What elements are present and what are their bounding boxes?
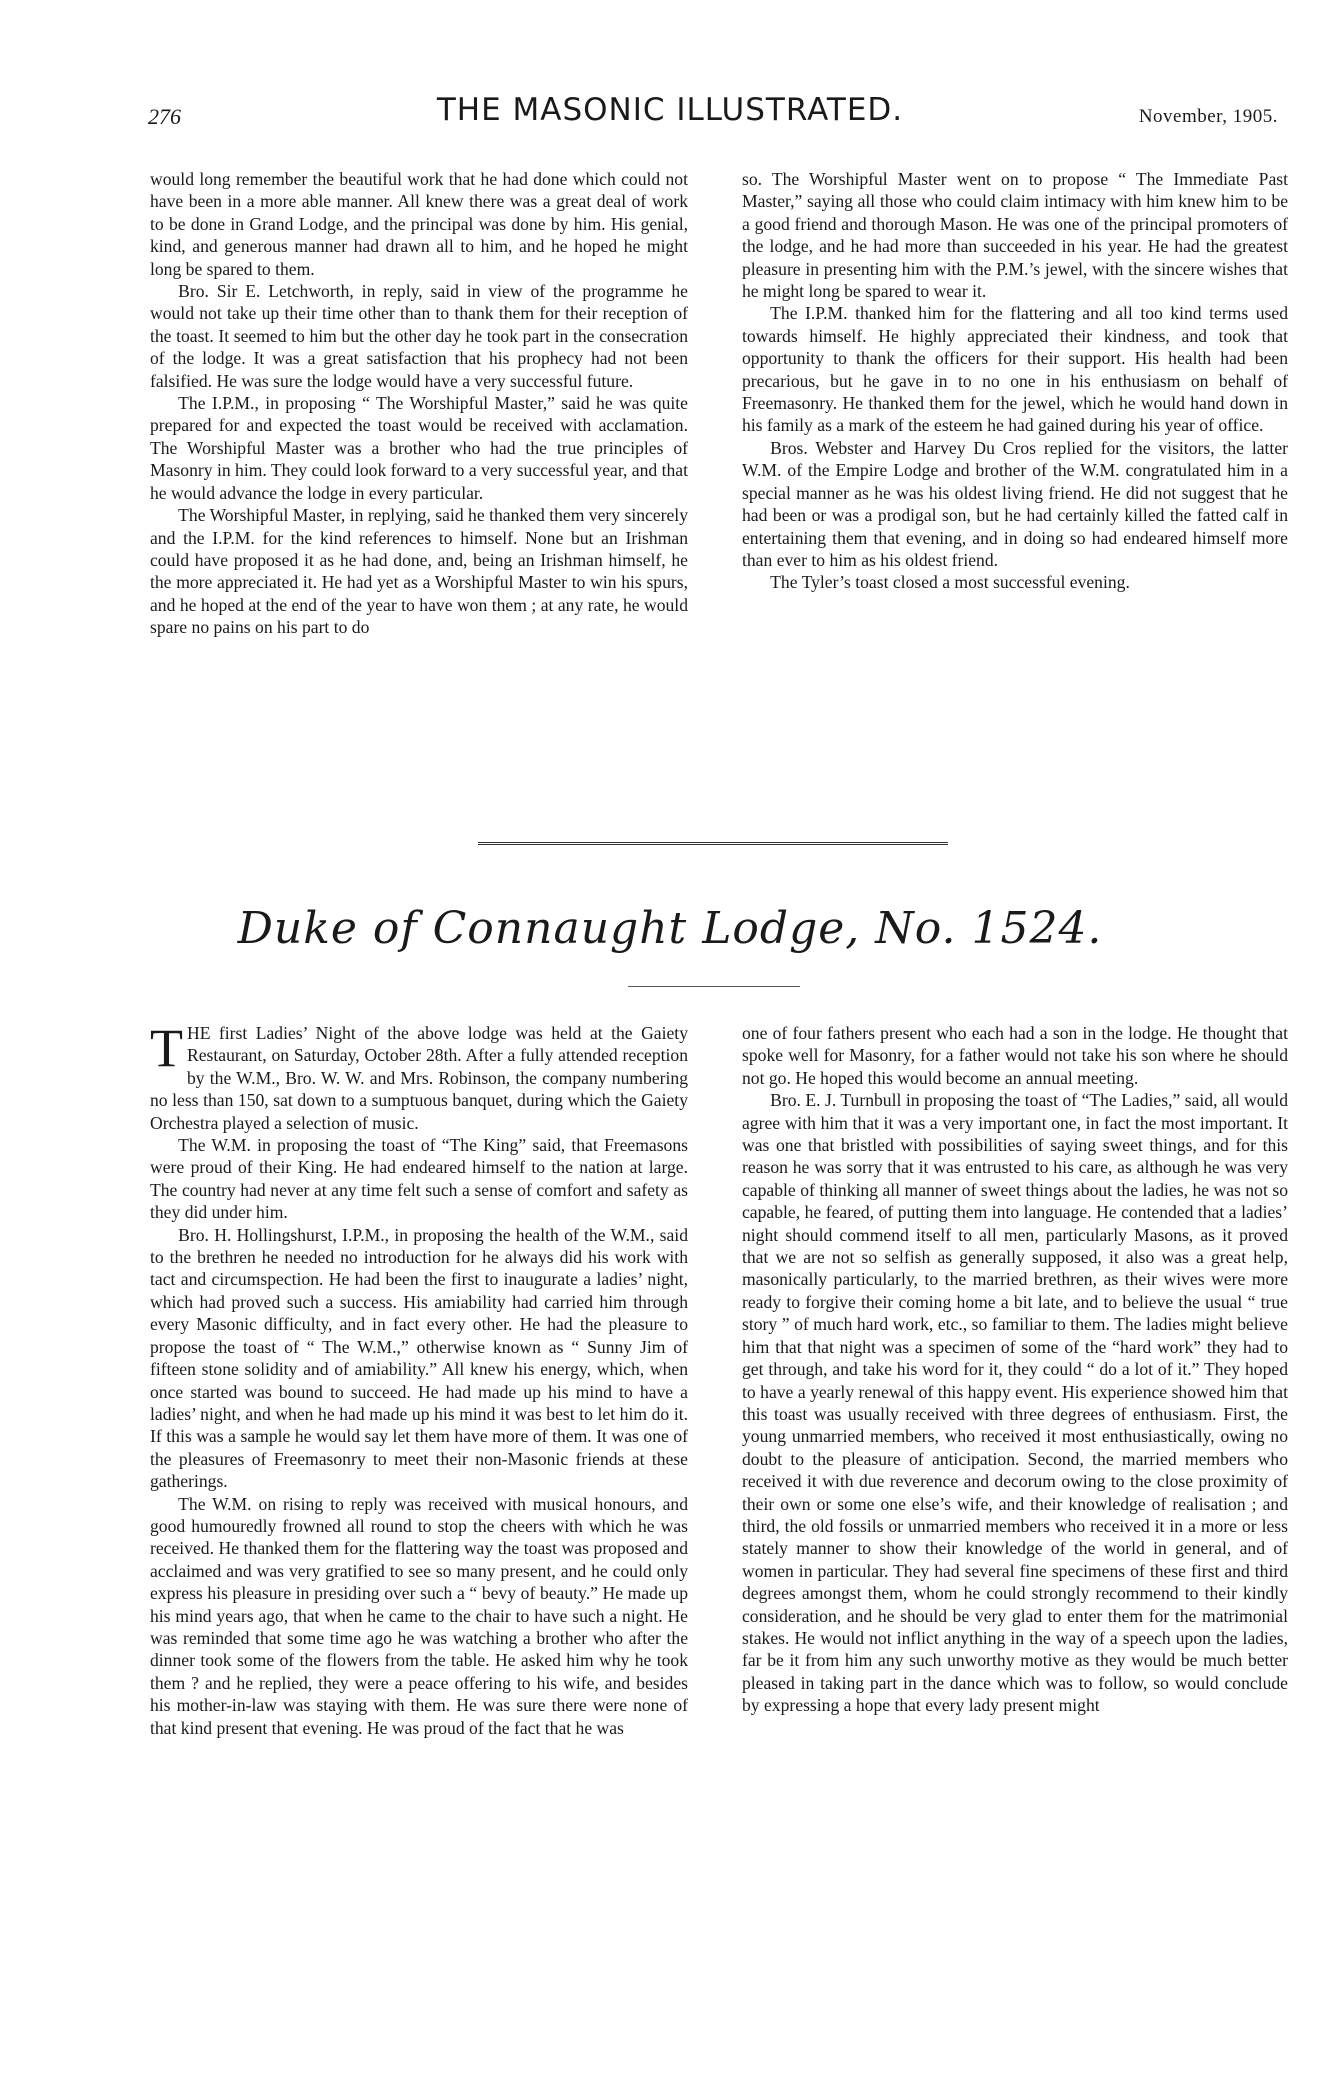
paragraph: so. The Worshipful Master went on to propose “ The Immediate Past Master,” saying all those who could claim intimacy with him knew him to be a good friend and thorough Mason. He was one of the principal promoters of the lodge, and he had more than succeeded in his year. He had the greatest pleasure in presenting him with the P.M.’s jewel, with the sincere wishes that he might long be spared to wear it. <box>742 169 1288 302</box>
paragraph: Bros. Webster and Harvey Du Cros replied for the visitors, the latter W.M. of the Empire Lodge and brother of the W.M. congratulated him in a special manner as he was his oldest living friend. He did not suggest that he had been or was a prodigal son, but he had certainly killed the fatted calf in entertaining them that evening, and in doing so had endeared himself more than ever to him as his oldest friend. <box>742 437 1288 570</box>
page-header <box>0 92 1340 140</box>
paragraph: Bro. H. Hollingshurst, I.P.M., in proposing the health of the W.M., said to the brethren he needed no introduction for he always did his work with tact and circumspection. He had been the first to inaugurate a ladies’ night, which had proved such a success. His amiability had carried him through every Masonic difficulty, and in fact every other. He had the pleasure to propose the toast of “ The W.M.,” otherwise known as “ Sunny Jim of fifteen stone solidity and of amiability.” All knew his energy, which, when once started was bound to succeed. He had made up his mind to have a ladies’ night, and when he had made up his mind it was best to let him do it. If this was a sample he would say let them have more of them. It was one of the pleasures of Freemasonry to meet their non-Masonic friends at these gatherings. <box>150 1224 688 1492</box>
paragraph: The I.P.M., in proposing “ The Worshipful Master,” said he was quite prepared for and expected the toast would be received with acclamation. The Worshipful Master was a brother who had the true principles of Masonry in him. They could look forward to a very successful year, and that he would advance the lodge in every particular. <box>150 393 688 503</box>
article-title: Duke of Connaught Lodge, No. 1524. <box>237 903 1103 954</box>
paragraph: The I.P.M. thanked him for the flattering and all too kind terms used towards himself. He highly appreciated their kindness, and took that opportunity to thank the officers for their support. His health had been precarious, but he gave in to no one in his enthusiasm on behalf of Freemasonry. He thanked them for the jewel, which he would hand down in his family as a mark of the esteem he had gained during his year of office. <box>742 303 1288 436</box>
issue-date: November, 1905. <box>1138 106 1278 127</box>
lead-paragraph <box>150 1018 688 1134</box>
article-right-column <box>742 1022 1288 1972</box>
section-divider <box>478 842 948 845</box>
paragraph: Bro. Sir E. Letchworth, in reply, said in view of the programme he would not take up their time other than to thank them for their reception of the toast. It seemed to him but the other day he took part in the consecration of the lodge. It was a great satisfaction that his prophecy had not been falsified. He was sure the lodge would have a very successful future. <box>150 281 688 391</box>
paragraph: The W.M. in proposing the toast of “The King” said, that Freemasons were proud of their King. He had endeared himself to the nation at large. The country had never at any time felt such a sense of comfort and safety as they did under him. <box>150 1135 688 1223</box>
page-number: 276 <box>148 104 181 129</box>
paragraph: Bro. E. J. Turnbull in proposing the toast of “The Ladies,” said, all would agree with him that it was a very important one, in fact the most important. It was one that bristled with possibilities of saying sweet things, and for this reason he was sorry that it was entrusted to his care, as although he was very capable of thinking all manner of sweet things about the ladies, he was not so capable, he feared, of putting them into language. He contended that a ladies’ night should commend itself to all men, particularly Masons, as it proved that we are not so selfish as generally supposed, it also was a great help, masonically particularly, to the married brethren, as their wives were more ready to forgive their coming home a bit late, and to believe the usual “ true story ” of much hard work, etc., so familiar to them. The ladies might believe him that that night was a specimen of some of the “hard work” they had to get through, and take his word for it, they could “ do a lot of it.” They hoped to have a yearly renewal of this happy event. His experience showed him that this toast was usually received with three degrees of enthusiasm. First, the young unmarried members, who received it most enthusiastically, owing no doubt to the pleasure of anticipation. Second, the married members who received it with due reverence and decorum owing to the close proximity of their own or some one else’s wife, and their knowledge of realisation ; and third, the old fossils or unmarried members who received it in a more or less stately manner to show their knowledge of the world in general, and of women in particular. They had several fine specimens of these first and third degrees amongst them, whom he could strongly recommend to their kindly consideration, and he should be very glad to enter them for the matrimonial stakes. He would not inflict anything in the way of a speech upon the ladies, far be it from him any such unworthy motive as they would be much better pleased in taking part in the dance which was to follow, so would conclude by expressing a hope that every lady present might <box>742 1090 1288 1716</box>
article-left-column <box>150 1018 688 1972</box>
publication-title: THE MASONIC ILLUSTRATED. <box>436 92 904 128</box>
title-underline <box>628 986 800 987</box>
previous-article-right-column <box>742 168 1288 808</box>
paragraph: one of four fathers present who each had a son in the lodge. He thought that spoke well for Masonry, for a father would not take his son where he should not go. He hoped this would become an annual meeting. <box>742 1023 1288 1088</box>
lead-text: HE first Ladies’ Night of the above lodge was held at the Gaiety Restaurant, on Saturday, October 28th. After a fully attended reception by the W.M., Bro. W. W. and Mrs. Robinson, the company numbering no less than 150, sat down to a sumptuous banquet, during which the Gaiety Orchestra played a selection of music. <box>150 1023 688 1133</box>
previous-article-left-column <box>150 168 688 808</box>
paragraph: The Worshipful Master, in replying, said he thanked them very sincerely and the I.P.M. for the kind references to himself. None but an Irishman could have proposed it as he had done, and, being an Irishman himself, he the more appreciated it. He had yet as a Worshipful Master to win his spurs, and he hoped at the end of the year to have won them ; at any rate, he would spare no pains on his part to do <box>150 505 688 638</box>
paragraph: The W.M. on rising to reply was received with musical honours, and good humouredly frowned all round to stop the cheers with which he was received. He thanked them for the flattering way the toast was proposed and acclaimed and was very gratified to see so many present, and he could only express his pleasure in presiding over such a “ bevy of beauty.” He made up his mind years ago, that when he came to the chair to have such a night. He was reminded that some time ago he was watching a brother who after the dinner took some of the flowers from the table. He asked him why he took them ? and he replied, they were a peace offering to his wife, and besides his mother-in-law was staying with them. He was sure there were none of that kind present that evening. He was proud of the fact that he was <box>150 1493 688 1738</box>
paragraph: The Tyler’s toast closed a most successful evening. <box>770 572 1130 593</box>
paragraph: would long remember the beautiful work that he had done which could not have been in a more able manner. All knew there was a great deal of work to be done in Grand Lodge, and the principal was done by him. His genial, kind, and generous manner had drawn all to him, and he hoped he might long be spared to them. <box>150 169 688 279</box>
drop-cap: T <box>150 1018 183 1078</box>
